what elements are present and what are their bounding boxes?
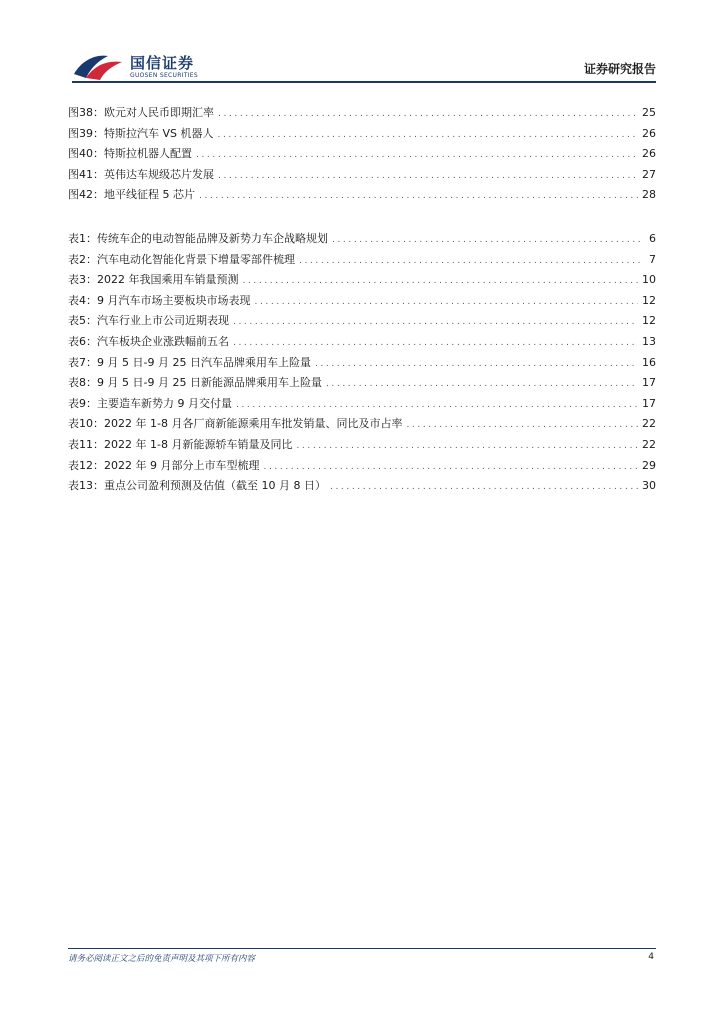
toc-entry-title: 2022 年 1-8 月新能源轿车销量及同比	[104, 437, 293, 451]
toc-entry-title: 汽车行业上市公司近期表现	[97, 314, 229, 328]
toc-entry-label: 图40：	[68, 147, 104, 161]
figure-index	[68, 103, 656, 206]
dot-leader	[326, 374, 638, 395]
dot-leader	[196, 145, 638, 166]
toc-entry-page: 7	[649, 252, 656, 266]
toc-entry-page: 13	[642, 334, 656, 348]
table-index-entry[interactable]	[68, 476, 656, 497]
toc-entry-title: 欧元对人民币即期汇率	[104, 106, 214, 119]
toc-entry-page: 12	[642, 314, 656, 328]
toc-entry-page: 16	[642, 355, 656, 369]
toc-entry-page: 30	[642, 479, 656, 493]
toc-entry-title: 地平线征程 5 芯片	[104, 188, 195, 202]
toc-entry-label: 表12：	[68, 458, 104, 472]
guosen-logo	[72, 52, 198, 82]
toc-entry-label: 表6：	[68, 334, 97, 348]
toc-entry-title: 2022 年我国乘用车销量预测	[97, 273, 239, 287]
toc-entry-label: 表7：	[68, 355, 97, 369]
toc-entry-page: 10	[642, 273, 656, 287]
dot-leader	[330, 477, 638, 498]
toc-entry-page: 22	[642, 437, 656, 451]
guosen-logo-icon	[72, 52, 124, 82]
toc-entry-title: 汽车电动化智能化背景下增量零部件梳理	[97, 252, 295, 266]
footer-divider	[68, 948, 656, 949]
toc-entry-title: 重点公司盈利预测及估值（截至 10 月 8 日）	[104, 479, 326, 493]
table-index-entry[interactable]	[68, 456, 656, 477]
figure-index-entry[interactable]	[68, 185, 656, 206]
table-index-entry[interactable]	[68, 311, 656, 332]
dot-leader	[218, 166, 638, 187]
toc-entry-page: 22	[642, 417, 656, 431]
toc-entry-label: 表11：	[68, 437, 104, 451]
toc-entry-title: 2022 年 1-8 月各厂商新能源乘用车批发销量、同比及市占率	[104, 417, 403, 431]
dot-leader	[236, 395, 638, 416]
toc-entry-label: 表3：	[68, 273, 97, 287]
dot-leader	[199, 186, 638, 207]
dot-leader	[406, 415, 638, 436]
page-header	[0, 0, 724, 90]
toc-entry-title: 主要造车新势力 9 月交付量	[97, 396, 232, 410]
toc-entry-label: 图42：	[68, 188, 104, 202]
toc-entry-page: 12	[642, 293, 656, 307]
table-index-entry[interactable]	[68, 373, 656, 394]
table-index	[68, 229, 656, 497]
toc-entry-title: 特斯拉汽车 VS 机器人	[104, 126, 214, 140]
toc-entry-label: 表10：	[68, 417, 104, 431]
dot-leader	[218, 104, 638, 125]
toc-entry-label: 图41：	[68, 167, 104, 181]
toc-entry-label: 表4：	[68, 293, 97, 307]
toc-entry-label: 表1：	[68, 232, 97, 245]
table-index-entry[interactable]	[68, 414, 656, 435]
toc-entry-title: 9 月 5 日-9 月 25 日汽车品牌乘用车上险量	[97, 355, 311, 369]
toc-entry-title: 2022 年 9 月部分上市车型梳理	[104, 458, 260, 472]
figure-index-entry[interactable]	[68, 103, 656, 124]
page-number: 4	[648, 952, 654, 962]
dot-leader	[233, 312, 638, 333]
toc-entry-title: 特斯拉机器人配置	[104, 147, 192, 161]
figure-index-entry[interactable]	[68, 144, 656, 165]
toc-entry-title: 9 月汽车市场主要板块市场表现	[97, 293, 251, 307]
logo-chinese-name: 国信证券	[130, 53, 195, 72]
toc-entry-title: 英伟达车规级芯片发展	[104, 167, 214, 181]
toc-entry-title: 传统车企的电动智能品牌及新势力车企战略规划	[97, 232, 328, 245]
dot-leader	[233, 333, 638, 354]
header-divider	[72, 81, 656, 83]
dot-leader	[332, 230, 640, 251]
table-index-entry[interactable]	[68, 270, 656, 291]
figure-index-entry[interactable]	[68, 165, 656, 186]
table-index-entry[interactable]	[68, 353, 656, 374]
toc-entry-page: 17	[642, 396, 656, 410]
toc-entry-title: 汽车板块企业涨跌幅前五名	[97, 334, 229, 348]
dot-leader	[218, 125, 639, 146]
report-type-label: 证券研究报告	[583, 62, 656, 76]
toc-entry-label: 图38：	[68, 106, 104, 119]
toc-entry-page: 25	[642, 106, 656, 119]
toc-entry-label: 表5：	[68, 314, 97, 328]
dot-leader	[299, 251, 640, 272]
toc-entry-label: 表8：	[68, 376, 97, 390]
dot-leader	[255, 292, 639, 313]
toc-entry-page: 29	[642, 458, 656, 472]
dot-leader	[263, 457, 638, 478]
table-index-entry[interactable]	[68, 332, 656, 353]
toc-entry-label: 图39：	[68, 126, 104, 140]
table-index-entry[interactable]	[68, 291, 656, 312]
table-index-entry[interactable]	[68, 229, 656, 250]
logo-english-name: GUOSEN SECURITIES	[130, 71, 199, 79]
toc-entry-label: 表9：	[68, 396, 97, 410]
table-index-entry[interactable]	[68, 435, 656, 456]
footer-disclaimer: 请务必阅读正文之后的免责声明及其项下所有内容	[68, 954, 256, 964]
toc-entry-label: 表13：	[68, 479, 104, 493]
toc-entry-page: 27	[642, 167, 656, 181]
toc-entry-page: 28	[642, 188, 656, 202]
toc-entry-page: 6	[649, 232, 656, 245]
dot-leader	[296, 436, 638, 457]
dot-leader	[243, 271, 639, 292]
toc-entry-title: 9 月 5 日-9 月 25 日新能源品牌乘用车上险量	[97, 376, 322, 390]
table-index-entry[interactable]	[68, 394, 656, 415]
toc-entry-page: 26	[642, 147, 656, 161]
figure-index-entry[interactable]	[68, 124, 656, 145]
table-index-entry[interactable]	[68, 250, 656, 271]
toc-entry-page: 17	[642, 376, 656, 390]
toc-entry-label: 表2：	[68, 252, 97, 266]
dot-leader	[315, 354, 638, 375]
toc-entry-page: 26	[642, 126, 656, 140]
